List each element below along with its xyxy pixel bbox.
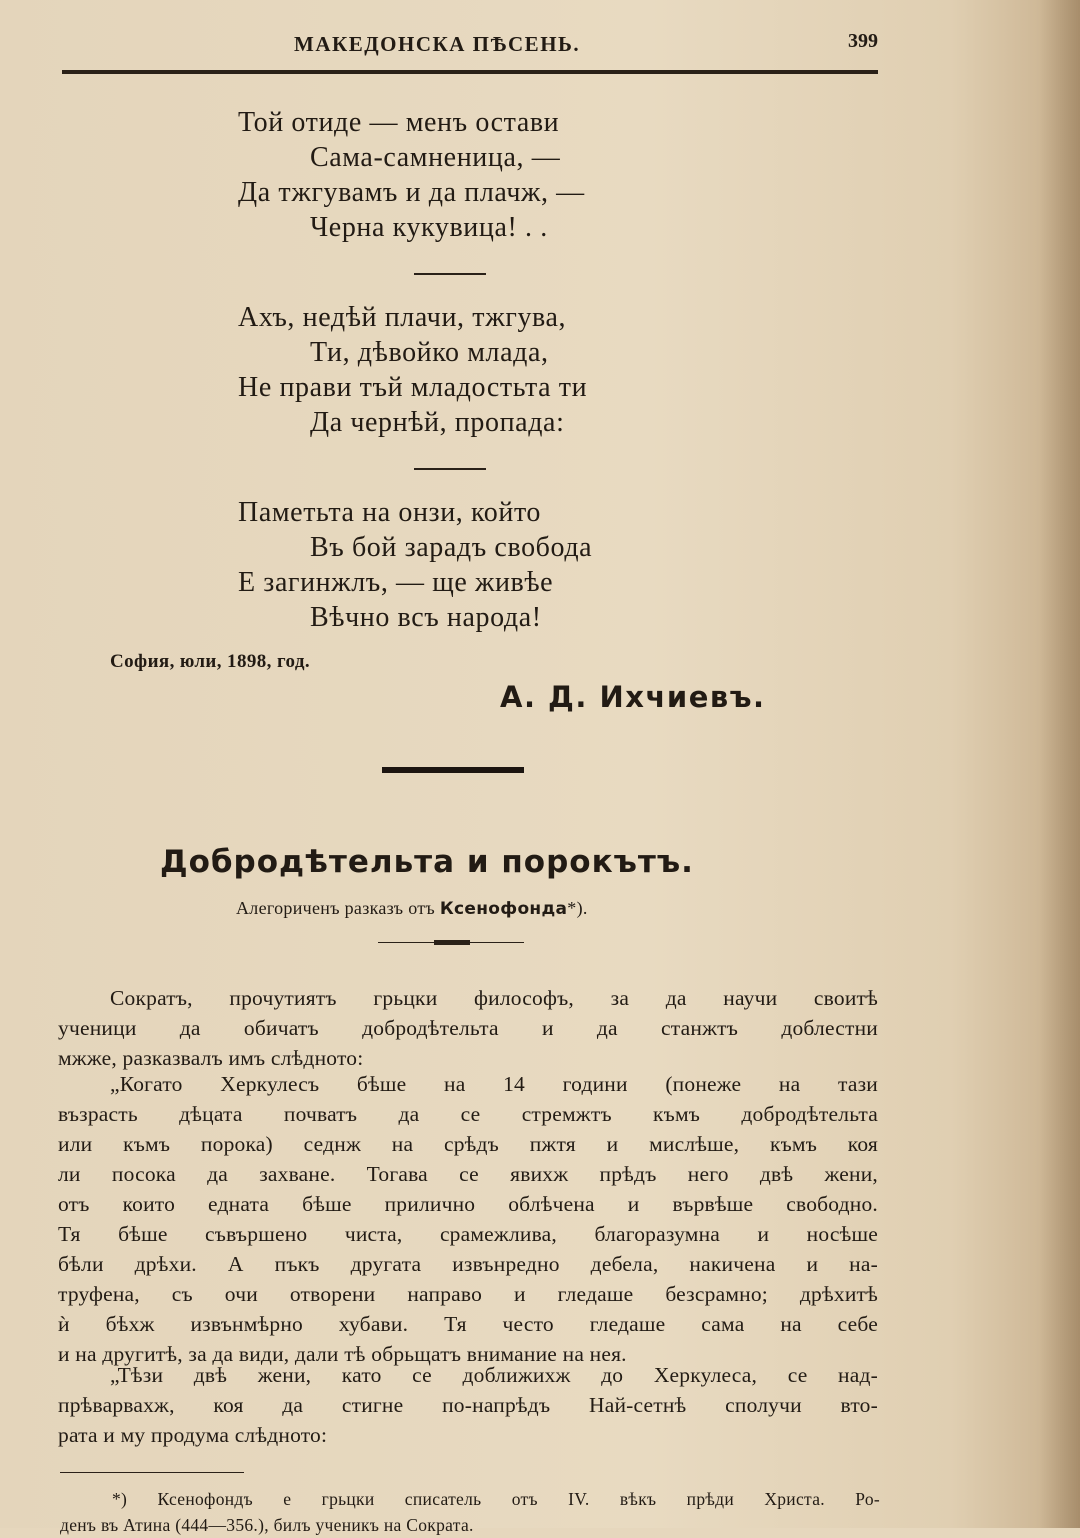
section-divider <box>382 767 524 773</box>
paragraph <box>58 1360 878 1450</box>
text-line: „Когато Херкулесъ бѣше на 14 години (понеже на тази <box>110 1072 878 1096</box>
poem-line: Ти, дѣвойко млада, <box>310 337 549 368</box>
text-line: прѣварвахж, коя да стигне по-напрѣдъ Най-сетнѣ сполучи вто- <box>58 1393 878 1417</box>
text-line: „Тѣзи двѣ жени, като се доближихж до Херкулеса, се над- <box>110 1363 878 1387</box>
paragraph <box>58 983 878 1073</box>
footnote-rule <box>60 1472 244 1473</box>
poem-line: Черна кукувица! . . <box>310 212 548 243</box>
poem-line: Да тжгувамъ и да плачж, — <box>238 177 585 208</box>
running-header <box>62 28 878 68</box>
header-rule <box>62 70 878 74</box>
text-line: мжже, разказвалъ имъ слѣдното: <box>58 1046 364 1070</box>
poem-line: Ахъ, недѣй плачи, тжгува, <box>238 302 567 333</box>
poem-stanza <box>238 105 758 245</box>
text-line: Тя бѣше съвършено чиста, срамежлива, благоразумна и носѣше <box>58 1222 878 1246</box>
poem-author: А. Д. Ихчиевъ. <box>500 680 766 714</box>
footnote-line: *) Ксенофондъ е грьцки списатель отъ IV. вѣкъ прѣди Христа. Ро- <box>112 1489 880 1509</box>
poem-line: Да чернѣй, пропада: <box>310 407 565 438</box>
stanza-separator <box>414 468 486 470</box>
footnote <box>60 1486 880 1538</box>
running-title: МАКЕДОНСКА ПѢСЕНЬ. <box>294 32 581 56</box>
page-gutter-shadow <box>1040 0 1080 1528</box>
text-line: ученици да обичатъ добродѣтельта и да станжтъ доблестни <box>58 1016 878 1040</box>
text-line: ѝ бѣхж извънмѣрно хубави. Тя често гледаше сама на себе <box>58 1312 878 1336</box>
paragraph <box>58 1069 878 1369</box>
place-date: София, юли, 1898, год. <box>110 651 311 672</box>
subtitle-suffix: *). <box>567 898 588 918</box>
subtitle-prefix: Алегориченъ разказъ отъ <box>236 898 436 918</box>
text-line: бѣли дрѣхи. А пъкъ другата извънредно дебела, накичена и на- <box>58 1252 878 1276</box>
footnote-line: денъ въ Атина (444—356.), билъ ученикъ на Сократа. <box>60 1515 474 1535</box>
poem-stanza <box>238 300 758 440</box>
ornament-center <box>434 940 470 945</box>
poem-line: Сама-самненица, — <box>310 142 561 173</box>
text-line: и на другитѣ, за да види, дали тѣ обрьщатъ внимание на нея. <box>58 1342 627 1366</box>
text-line: или къмъ порока) седнж на срѣдъ пжтя и мислѣше, къмъ коя <box>58 1132 878 1156</box>
poem-line: Въ бой зарадъ свобода <box>310 532 593 563</box>
poem-line: Вѣчно всъ народа! <box>310 602 542 633</box>
text-line: отъ които едната бѣше прилично облѣчена и вървѣше свободно. <box>58 1192 878 1216</box>
poem-line: Той отиде — менъ остави <box>238 107 560 138</box>
poem-stanza <box>238 495 758 635</box>
page-number: 399 <box>848 30 878 52</box>
subtitle-source: Ксенофонда <box>439 899 568 919</box>
poem-line: Не прави тъй младостьта ти <box>238 372 588 403</box>
text-line: ли посока да захване. Тогава се явихж прѣдъ него двѣ жени, <box>58 1162 878 1186</box>
text-line: рата и му продума слѣдното: <box>58 1423 328 1447</box>
stanza-separator <box>414 273 486 275</box>
poem-line: Е загинжлъ, — ще живѣе <box>238 567 554 598</box>
text-line: труфена, съ очи отворени направо и гледаше безсрамно; дрѣхитѣ <box>58 1282 878 1306</box>
poem-line: Паметьта на онзи, който <box>238 497 542 528</box>
article-subtitle <box>236 898 588 919</box>
text-line: Сократъ, прочутиятъ грьцки философъ, за да научи своитѣ <box>110 986 878 1010</box>
article-title: Добродѣтельта и порокътъ. <box>160 844 694 880</box>
text-line: възрасть дѣцата почватъ да се стремжтъ къмъ добродѣтельта <box>58 1102 878 1126</box>
